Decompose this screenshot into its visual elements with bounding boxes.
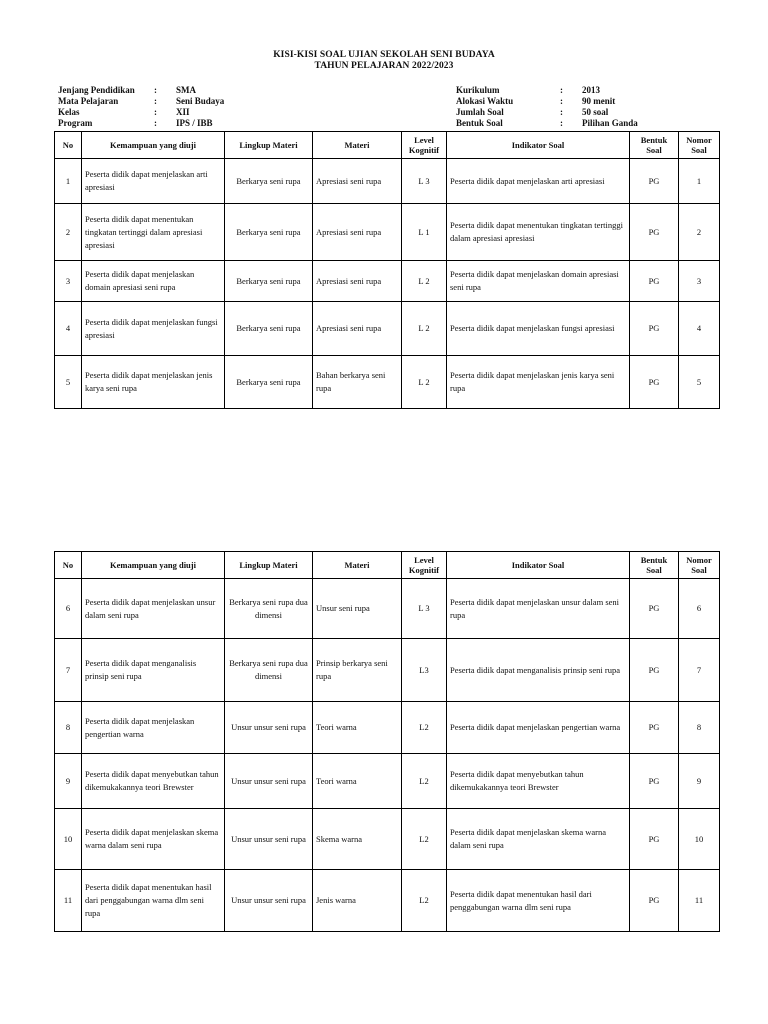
- cell-bentuk: PG: [630, 639, 679, 702]
- cell-materi: Apresiasi seni rupa: [313, 204, 402, 261]
- info-row-kelas: [58, 107, 224, 118]
- cell-kemampuan: Peserta didik dapat menjelaskan skema warna dalam seni rupa: [82, 809, 225, 870]
- header-kemampuan: Kemampuan yang diuji: [82, 132, 225, 159]
- cell-indikator: Peserta didik dapat menjelaskan arti apresiasi: [447, 159, 630, 204]
- table-row: [55, 870, 720, 932]
- info-value: IPS / IBB: [176, 118, 213, 128]
- info-row-mapel: [58, 96, 224, 107]
- cell-materi: Bahan berkarya seni rupa: [313, 356, 402, 409]
- info-row-bentuk: [456, 118, 638, 129]
- cell-no: 10: [55, 809, 82, 870]
- cell-indikator: Peserta didik dapat menganalisis prinsip seni rupa: [447, 639, 630, 702]
- cell-bentuk: PG: [630, 204, 679, 261]
- info-label: Jenjang Pendidikan: [58, 85, 135, 95]
- cell-indikator: Peserta didik dapat menjelaskan pengertian warna: [447, 702, 630, 754]
- cell-nomor: 3: [679, 261, 720, 302]
- cell-materi: Teori warna: [313, 754, 402, 809]
- header-level: Level Kognitif: [402, 132, 447, 159]
- cell-bentuk: PG: [630, 261, 679, 302]
- info-label: Bentuk Soal: [456, 118, 503, 128]
- info-left: [58, 85, 224, 129]
- info-value: Pilihan Ganda: [582, 118, 638, 128]
- cell-indikator: Peserta didik dapat menjelaskan unsur dalam seni rupa: [447, 579, 630, 639]
- cell-kemampuan: Peserta didik dapat menjelaskan fungsi apresiasi: [82, 302, 225, 356]
- table-row: [55, 702, 720, 754]
- table-body-2: [55, 579, 720, 932]
- table-row: [55, 809, 720, 870]
- cell-level: L3: [402, 639, 447, 702]
- cell-level: L 1: [402, 204, 447, 261]
- header-level: Level Kognitif: [402, 552, 447, 579]
- cell-nomor: 10: [679, 809, 720, 870]
- cell-lingkup: Berkarya seni rupa: [225, 302, 313, 356]
- info-label: Mata Pelajaran: [58, 96, 119, 106]
- info-label: Jumlah Soal: [456, 107, 504, 117]
- header-lingkup: Lingkup Materi: [225, 552, 313, 579]
- cell-kemampuan: Peserta didik dapat menentukan tingkatan tertinggi dalam apresiasi apresiasi: [82, 204, 225, 261]
- cell-no: 1: [55, 159, 82, 204]
- cell-indikator: Peserta didik dapat menjelaskan domain apresiasi seni rupa: [447, 261, 630, 302]
- info-row-jumlah: [456, 107, 638, 118]
- table-row: [55, 302, 720, 356]
- cell-level: L2: [402, 754, 447, 809]
- info-right: [456, 85, 638, 129]
- info-separator: :: [154, 118, 157, 128]
- cell-level: L2: [402, 809, 447, 870]
- document-title: KISI-KISI SOAL UJIAN SEKOLAH SENI BUDAYA: [273, 50, 495, 60]
- table-header-row: [55, 552, 720, 579]
- info-separator: :: [154, 85, 157, 95]
- cell-materi: Apresiasi seni rupa: [313, 302, 402, 356]
- cell-no: 4: [55, 302, 82, 356]
- cell-indikator: Peserta didik dapat menjelaskan skema warna dalam seni rupa: [447, 809, 630, 870]
- cell-materi: Unsur seni rupa: [313, 579, 402, 639]
- cell-kemampuan: Peserta didik dapat menganalisis prinsip seni rupa: [82, 639, 225, 702]
- cell-indikator: Peserta didik dapat menjelaskan jenis karya seni rupa: [447, 356, 630, 409]
- cell-level: L2: [402, 702, 447, 754]
- cell-kemampuan: Peserta didik dapat menyebutkan tahun dikemukakannya teori Brewster: [82, 754, 225, 809]
- header-materi: Materi: [313, 552, 402, 579]
- cell-level: L 3: [402, 579, 447, 639]
- cell-bentuk: PG: [630, 809, 679, 870]
- cell-kemampuan: Peserta didik dapat menentukan hasil dari penggabungan warna dlm seni rupa: [82, 870, 225, 932]
- cell-lingkup: Berkarya seni rupa dua dimensi: [225, 579, 313, 639]
- table-row: [55, 204, 720, 261]
- info-separator: :: [560, 85, 563, 95]
- cell-bentuk: PG: [630, 702, 679, 754]
- info-row-jenjang: [58, 85, 224, 96]
- info-label: Alokasi Waktu: [456, 96, 514, 106]
- cell-nomor: 5: [679, 356, 720, 409]
- info-label: Kurikulum: [456, 85, 500, 95]
- cell-kemampuan: Peserta didik dapat menjelaskan domain apresiasi seni rupa: [82, 261, 225, 302]
- header-no: No: [55, 552, 82, 579]
- table-row: [55, 579, 720, 639]
- cell-kemampuan: Peserta didik dapat menjelaskan pengertian warna: [82, 702, 225, 754]
- cell-bentuk: PG: [630, 870, 679, 932]
- cell-bentuk: PG: [630, 302, 679, 356]
- cell-lingkup: Berkarya seni rupa: [225, 356, 313, 409]
- cell-lingkup: Unsur unsur seni rupa: [225, 809, 313, 870]
- cell-no: 7: [55, 639, 82, 702]
- header-indikator: Indikator Soal: [447, 132, 630, 159]
- cell-materi: Prinsip berkarya seni rupa: [313, 639, 402, 702]
- cell-indikator: Peserta didik dapat menentukan hasil dari penggabungan warna dlm seni rupa: [447, 870, 630, 932]
- header-bentuk: Bentuk Soal: [630, 552, 679, 579]
- kisi-kisi-table-2: [54, 551, 720, 932]
- table-row: [55, 639, 720, 702]
- info-row-alokasi: [456, 96, 638, 107]
- cell-kemampuan: Peserta didik dapat menjelaskan unsur dalam seni rupa: [82, 579, 225, 639]
- info-separator: :: [154, 107, 157, 117]
- cell-materi: Jenis warna: [313, 870, 402, 932]
- cell-bentuk: PG: [630, 579, 679, 639]
- header-kemampuan: Kemampuan yang diuji: [82, 552, 225, 579]
- cell-no: 9: [55, 754, 82, 809]
- cell-nomor: 9: [679, 754, 720, 809]
- cell-nomor: 2: [679, 204, 720, 261]
- cell-nomor: 1: [679, 159, 720, 204]
- header-no: No: [55, 132, 82, 159]
- table-row: [55, 356, 720, 409]
- info-value: 90 menit: [582, 96, 616, 106]
- cell-no: 5: [55, 356, 82, 409]
- cell-nomor: 11: [679, 870, 720, 932]
- info-value: Seni Budaya: [176, 96, 225, 106]
- info-separator: :: [560, 96, 563, 106]
- cell-no: 8: [55, 702, 82, 754]
- header-lingkup: Lingkup Materi: [225, 132, 313, 159]
- cell-indikator: Peserta didik dapat menentukan tingkatan tertinggi dalam apresiasi apresiasi: [447, 204, 630, 261]
- cell-materi: Apresiasi seni rupa: [313, 261, 402, 302]
- info-row-program: [58, 118, 224, 129]
- document-subtitle: TAHUN PELAJARAN 2022/2023: [314, 61, 454, 71]
- cell-bentuk: PG: [630, 356, 679, 409]
- table-body-1: [55, 159, 720, 409]
- table-row: [55, 754, 720, 809]
- cell-lingkup: Unsur unsur seni rupa: [225, 702, 313, 754]
- table-row: [55, 159, 720, 204]
- cell-kemampuan: Peserta didik dapat menjelaskan arti apresiasi: [82, 159, 225, 204]
- cell-level: L 2: [402, 356, 447, 409]
- info-separator: :: [560, 118, 563, 128]
- cell-bentuk: PG: [630, 159, 679, 204]
- info-row-kurikulum: [456, 85, 638, 96]
- cell-materi: Teori warna: [313, 702, 402, 754]
- info-label: Program: [58, 118, 93, 128]
- cell-lingkup: Unsur unsur seni rupa: [225, 870, 313, 932]
- header-bentuk: Bentuk Soal: [630, 132, 679, 159]
- info-value: XII: [176, 107, 190, 117]
- cell-level: L 2: [402, 261, 447, 302]
- cell-materi: Apresiasi seni rupa: [313, 159, 402, 204]
- info-label: Kelas: [58, 107, 80, 117]
- cell-nomor: 6: [679, 579, 720, 639]
- cell-kemampuan: Peserta didik dapat menjelaskan jenis karya seni rupa: [82, 356, 225, 409]
- header-nomor: Nomor Soal: [679, 552, 720, 579]
- cell-indikator: Peserta didik dapat menyebutkan tahun dikemukakannya teori Brewster: [447, 754, 630, 809]
- cell-no: 3: [55, 261, 82, 302]
- cell-no: 6: [55, 579, 82, 639]
- cell-lingkup: Berkarya seni rupa: [225, 261, 313, 302]
- cell-lingkup: Unsur unsur seni rupa: [225, 754, 313, 809]
- header-materi: Materi: [313, 132, 402, 159]
- info-value: SMA: [176, 85, 196, 95]
- kisi-kisi-table-1: [54, 131, 720, 409]
- header-nomor: Nomor Soal: [679, 132, 720, 159]
- cell-no: 2: [55, 204, 82, 261]
- cell-no: 11: [55, 870, 82, 932]
- cell-materi: Skema warna: [313, 809, 402, 870]
- cell-lingkup: Berkarya seni rupa dua dimensi: [225, 639, 313, 702]
- cell-level: L 2: [402, 302, 447, 356]
- cell-lingkup: Berkarya seni rupa: [225, 159, 313, 204]
- info-value: 50 soal: [582, 107, 609, 117]
- header-indikator: Indikator Soal: [447, 552, 630, 579]
- cell-bentuk: PG: [630, 754, 679, 809]
- table-row: [55, 261, 720, 302]
- cell-lingkup: Berkarya seni rupa: [225, 204, 313, 261]
- table-header-row: [55, 132, 720, 159]
- cell-level: L2: [402, 870, 447, 932]
- info-value: 2013: [582, 85, 600, 95]
- info-separator: :: [154, 96, 157, 106]
- info-separator: :: [560, 107, 563, 117]
- cell-nomor: 8: [679, 702, 720, 754]
- cell-nomor: 4: [679, 302, 720, 356]
- cell-indikator: Peserta didik dapat menjelaskan fungsi apresiasi: [447, 302, 630, 356]
- cell-nomor: 7: [679, 639, 720, 702]
- cell-level: L 3: [402, 159, 447, 204]
